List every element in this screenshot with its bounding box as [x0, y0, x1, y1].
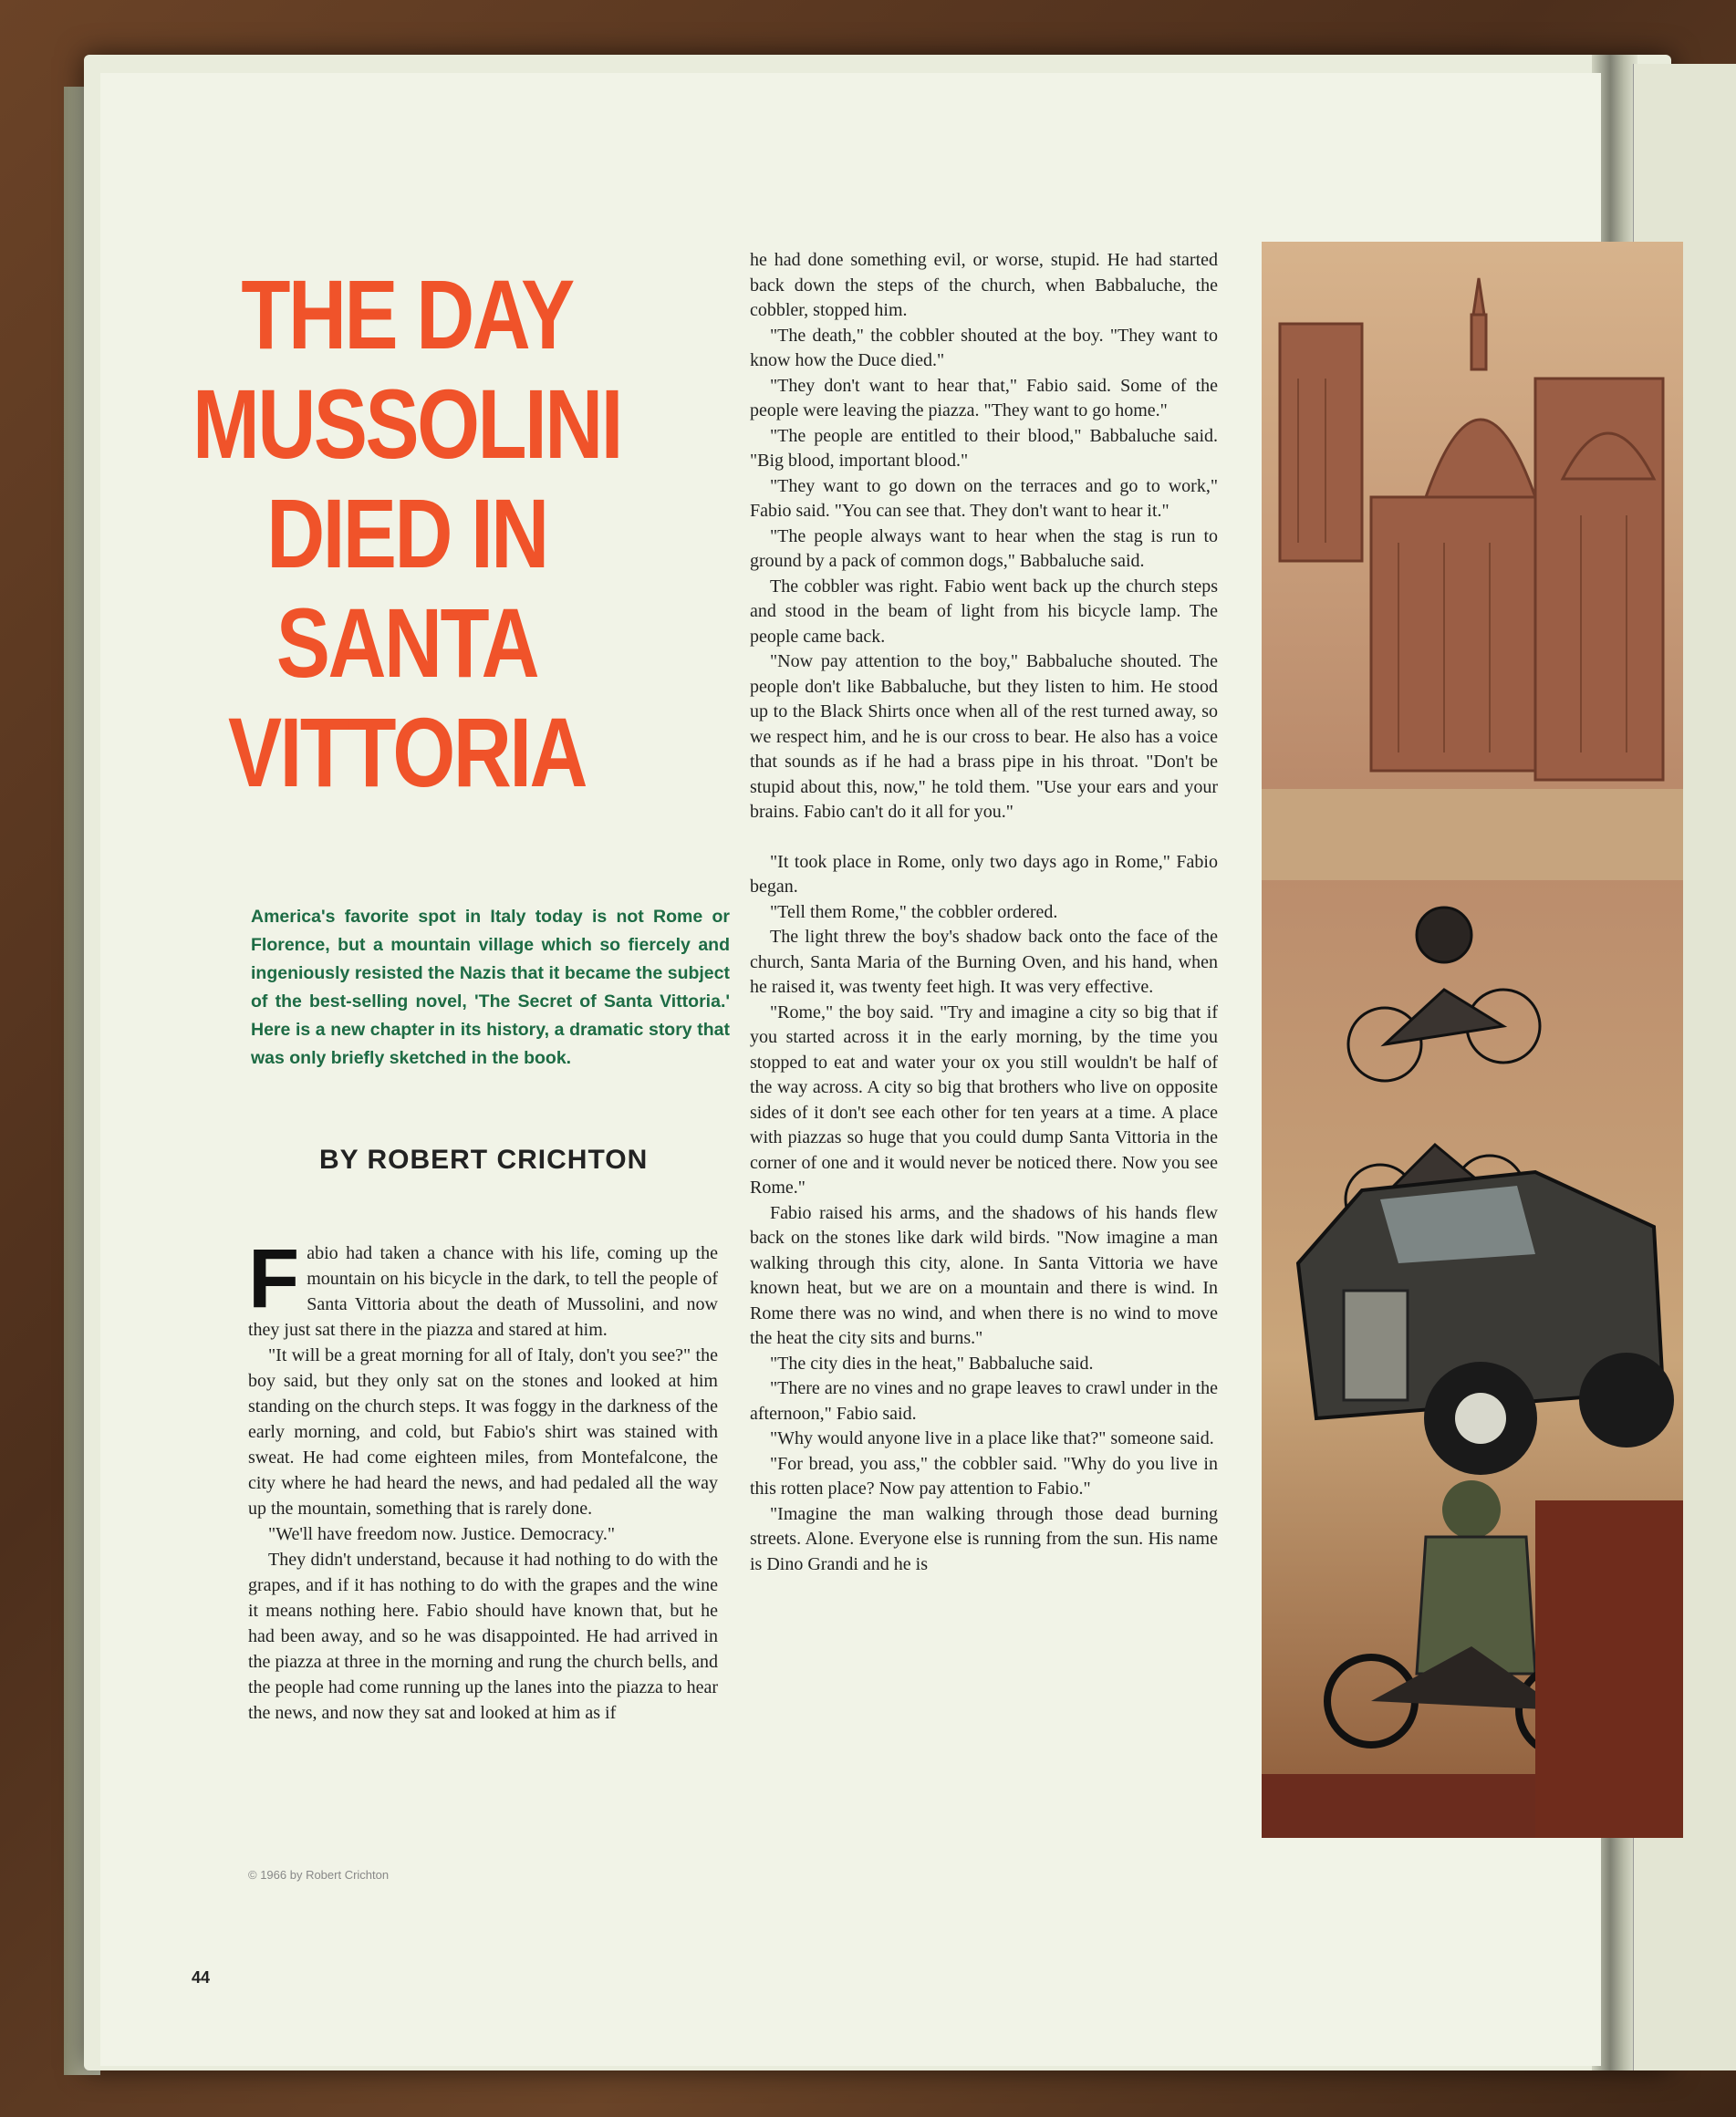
- paragraph: "The people are entitled to their blood," Babbaluche said. "Big blood, important blood.": [750, 425, 1218, 471]
- paragraph: Fabio raised his arms, and the shadows of his hands flew back on the stones like dark wild birds. "Now imagine a man walking through this city, alone. In Santa Vittoria we have known heat, but we are on a mountain and there is wind. In Rome there was no wind, and when there is no wind to move the heat the city sits and burns.": [750, 1202, 1218, 1348]
- text-column-2: [750, 248, 1218, 1577]
- paragraph: "Imagine the man walking through those dead burning streets. Alone. Everyone else is running from the sun. His name is Dino Grandi and he is: [750, 1503, 1218, 1574]
- paragraph: "They don't want to hear that," Fabio said. Some of the people were leaving the piazza. "They want to go home.": [750, 375, 1218, 420]
- title-line: THE DAY: [241, 259, 573, 369]
- drop-cap: F: [248, 1232, 300, 1325]
- copyright-notice: © 1966 by Robert Crichton: [248, 1868, 390, 1882]
- paragraph: "Rome," the boy said. "Try and imagine a city so big that if you started across it in the early morning, by the time you stopped to eat and water your ox you still wouldn't be half of the way across. A city so big that brothers who live on opposite sides of it don't see each other for ten years at a time. A place with piazzas so huge that you could dump Santa Vittoria in the corner of one and it would never be noticed there. Now you see Rome.": [750, 1001, 1218, 1198]
- paragraph: "They want to go down on the terraces and go to work," Fabio said. "You can see that. They don't want to hear it.": [750, 475, 1218, 521]
- paragraph: "It will be a great morning for all of Italy, don't you see?" the boy said, but they only sat on the stones and looked at him standing on the church steps. It was foggy in the darkness of the early morning, and cold, but Fabio's shirt was stained with sweat. He had come eighteen miles, from Montefalcone, the city where he had heard the news, and had pedaled all the way up the mountain, something that is rarely done.: [248, 1345, 718, 1519]
- paragraph: "There are no vines and no grape leaves to crawl under in the afternoon," Fabio said.: [750, 1378, 1218, 1424]
- illustration: [1262, 242, 1683, 1838]
- paragraph: The light threw the boy's shadow back onto the face of the church, Santa Maria of the Burning Oven, and his hand, when he raised it, was twenty feet high. It was very effective.: [750, 927, 1218, 997]
- paragraph: "Tell them Rome," the cobbler ordered.: [770, 901, 1058, 922]
- text-column-1: [248, 1232, 718, 1726]
- paragraph: Fabio had taken a chance with his life, coming up the mountain on his bicycle in the dark, to tell the people of Santa Vittoria about the death of Mussolini, and now they just sat there in the piazza and stared at him.: [248, 1232, 718, 1340]
- title-line: SANTA: [275, 587, 538, 698]
- paragraph: "The death," the cobbler shouted at the boy. "They want to know how the Duce died.": [750, 325, 1218, 370]
- article-dek: America's favorite spot in Italy today is not Rome or Florence, but a mountain village which so fiercely and ingeniously resisted the Nazis that it became the subject of the best-selling novel, 'The Secret of Santa Vittoria.' Here is a new chapter in its history, a dramatic story that was only briefly sketched in the book.: [251, 907, 730, 1068]
- paragraph: "We'll have freedom now. Justice. Democracy.": [268, 1524, 616, 1544]
- byline: BY ROBERT CRICHTON: [319, 1145, 649, 1175]
- paragraph: he had done something evil, or worse, stupid. He had started back down the steps of the church, when Babbaluche, the cobbler, stopped him.: [750, 250, 1218, 320]
- page-number: 44: [192, 1968, 211, 1987]
- paragraph: "For bread, you ass," the cobbler said. "Why do you live in this rotten place? Now pay attention to Fabio.": [750, 1453, 1218, 1499]
- title-line: VITTORIA: [228, 697, 586, 807]
- title-line: MUSSOLINI: [192, 368, 621, 479]
- paragraph: "The city dies in the heat," Babbaluche said.: [770, 1353, 1094, 1374]
- paragraph: "It took place in Rome, only two days ago in Rome," Fabio began.: [750, 851, 1218, 897]
- paragraph: "Now pay attention to the boy," Babbaluche shouted. The people don't like Babbaluche, but they listen to him. He stood up to the Black Shirts once when all of the rest turned away, so we respect him, and he is our cross to bear. He also has a voice that sounds as if he had a brass pipe in his throat. "Don't be stupid about this, now," he told them. "Use your ears and your brains. Fabio can't do it all for you.": [750, 651, 1218, 822]
- paragraph: "The people always want to hear when the stag is run to ground by a pack of common dogs," Babbaluche said.: [750, 525, 1218, 571]
- article-title: [182, 260, 631, 807]
- paragraph: The cobbler was right. Fabio went back up the church steps and stood in the beam of light from his bicycle lamp. The people came back.: [750, 576, 1218, 647]
- paragraph: They didn't understand, because it had nothing to do with the grapes, and if it has nothing to do with the grapes and the wine it means nothing here. Fabio should have known that, but he had been away, and so he was disappointed. He had arrived in the piazza at three in the morning and rung the church bells, and the people had come running up the lanes into the piazza to hear the news, and now they sat and looked at him as if: [248, 1550, 718, 1723]
- paragraph: "Why would anyone live in a place like that?" someone said.: [770, 1428, 1214, 1448]
- title-line: DIED IN: [266, 478, 547, 588]
